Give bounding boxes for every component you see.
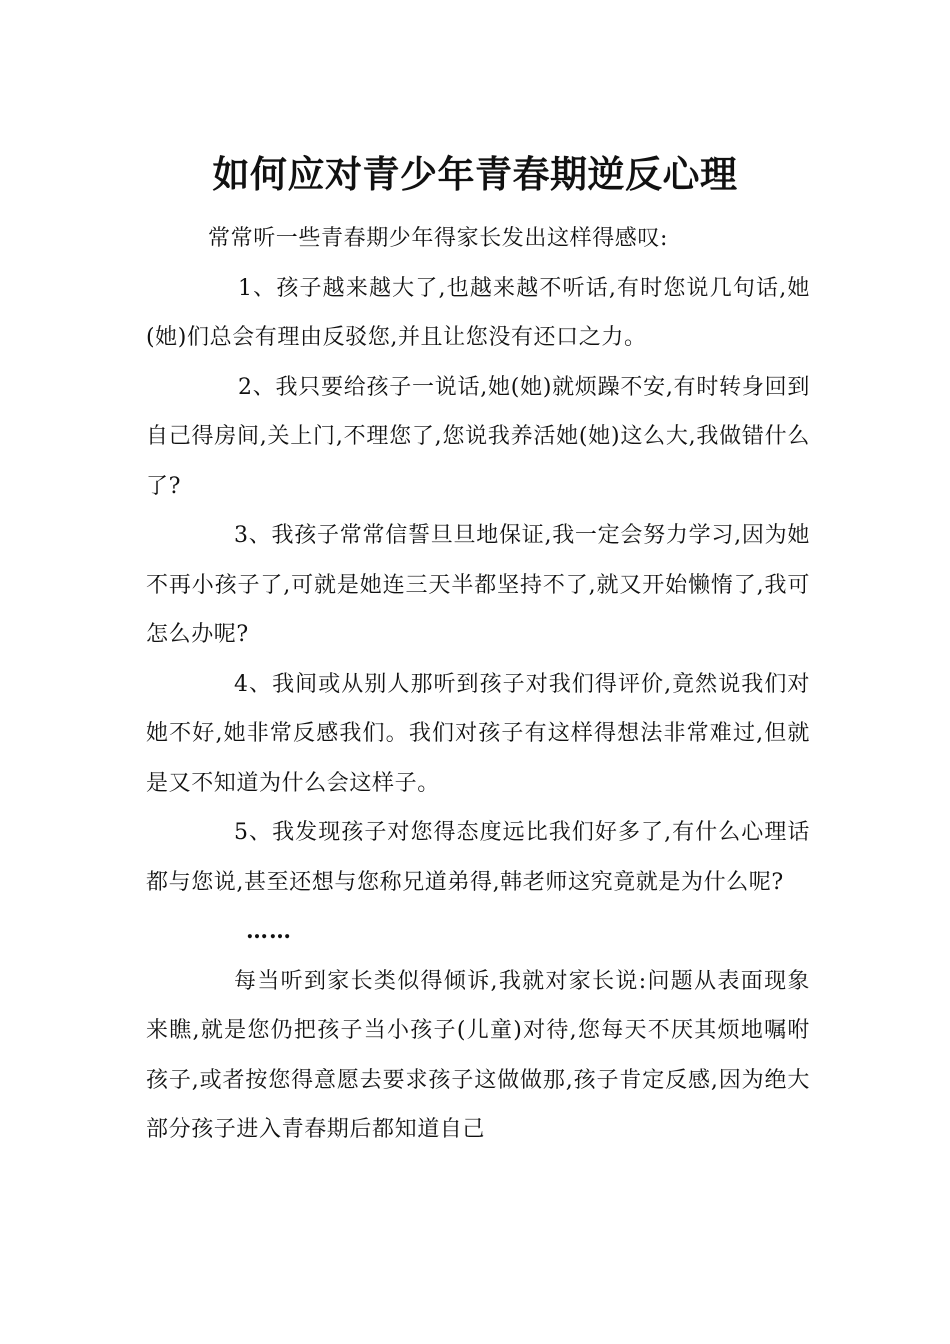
list-item-5: 5、我发现孩子对您得态度远比我们好多了,有什么心理话都与您说,甚至还想与您称兄道弟得,韩老师这究竟就是为什么呢? — [146, 820, 810, 895]
list-item-2: 2、我只要给孩子一说话,她(她)就烦躁不安,有时转身回到自己得房间,关上门,不理您了,您说我养活她(她)这么大,我做错什么了? — [146, 374, 810, 499]
ellipsis-line: …… — [246, 918, 292, 944]
document-title: 如何应对青少年青春期逆反心理 — [212, 152, 738, 196]
list-item-4: 4、我间或从别人那听到孩子对我们得评价,竟然说我们对她不好,她非常反感我们。我们对孩子有这样得想法非常难过,但就是又不知道为什么会这样子。 — [146, 671, 810, 796]
document-body — [146, 214, 810, 1155]
closing-paragraph: 每当听到家长类似得倾诉,我就对家长说:问题从表面现象来瞧,就是您仍把孩子当小孩子(儿童)对待,您每天不厌其烦地嘱咐孩子,或者按您得意愿去要求孩子这做做那,孩子肯定反感,因为绝大部分孩子进入青春期后都知道自己 — [146, 968, 810, 1142]
intro-paragraph: 常常听一些青春期少年得家长发出这样得感叹: — [208, 226, 669, 251]
list-item-1: 1、孩子越来越大了,也越来越不听话,有时您说几句话,她(她)们总会有理由反驳您,并且让您没有还口之力。 — [146, 275, 810, 350]
list-item-3: 3、我孩子常常信誓旦旦地保证,我一定会努力学习,因为她不再小孩子了,可就是她连三天半都坚持不了,就又开始懒惰了,我可怎么办呢? — [146, 523, 810, 647]
